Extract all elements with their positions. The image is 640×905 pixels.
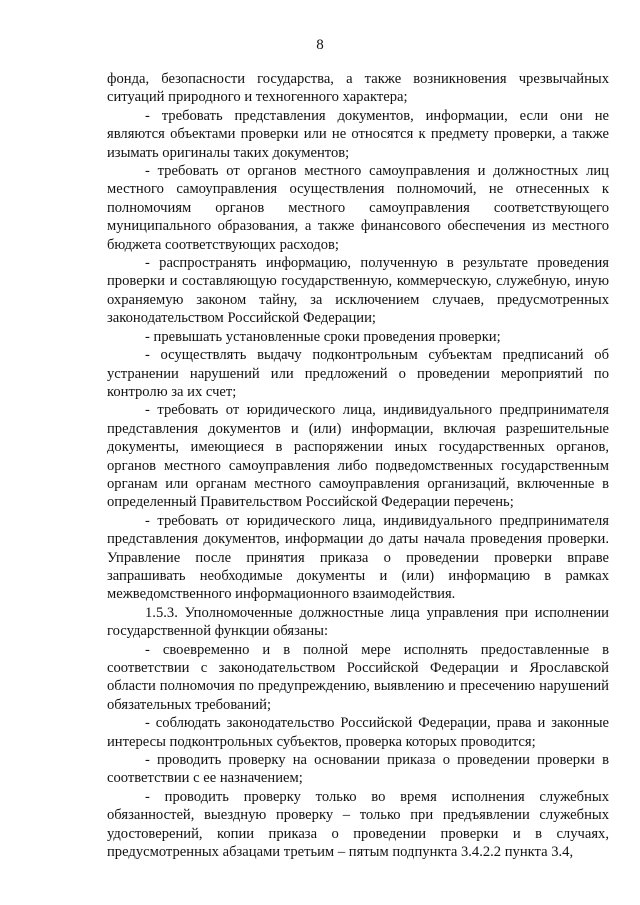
document-body <box>107 70 609 861</box>
section-paragraph: 1.5.3. Уполномоченные должностные лица управления при исполнении государственной функции обязаны: <box>107 604 609 640</box>
paragraph: фонда, безопасности государства, а также возникновения чрезвычайных ситуаций природного и техногенного характера; <box>107 71 609 106</box>
paragraph: - требовать от органов местного самоуправления и должностных лиц местного самоуправления осуществления полномочий, не отнесенных к полномочиям органов местного самоуправления соответствующего муниципального образования, а также финансового обеспечения из местного бюджета соответствующих расходов; <box>107 163 609 253</box>
paragraph: - требовать от юридического лица, индивидуального предпринимателя представления документов и (или) информации, включая разрешительные документы, имеющиеся в распоряжении иных государственных органов, органов местного самоуправления либо подведомственных государственным органам или органам местного самоуправления организаций, включенные в определенный Правительством Российской Федерации перечень; <box>107 402 609 511</box>
paragraph: - проводить проверку на основании приказа о проведении проверки в соответствии с ее назначением; <box>107 752 609 787</box>
paragraph: - требовать представления документов, информации, если они не являются объектами проверки или не относятся к предмету проверки, а также изымать оригиналы таких документов; <box>107 107 609 161</box>
paragraph: - соблюдать законодательство Российской Федерации, права и законные интересы подконтрольных субъектов, проверка которых проводится; <box>107 715 609 750</box>
paragraph: - осуществлять выдачу подконтрольным субъектам предписаний об устранении нарушений или предложений о проведении мероприятий по контролю за их счет; <box>107 347 609 400</box>
paragraph: - распространять информацию, полученную в результате проведения проверки и составляющую государственную, коммерческую, служебную, иную охраняемую законом тайну, за исключением случаев, предусмотренных законодательством Российской Федерации; <box>107 255 609 327</box>
paragraph: - своевременно и в полной мере исполнять предоставленные в соответствии с законодательством Российской Федерации и Ярославской области полномочия по предупреждению, выявлению и пресечению нарушений обязательных требований; <box>107 641 609 713</box>
paragraph: - требовать от юридического лица, индивидуального предпринимателя представления документов, информации до даты начала проведения проверки. Управление после принятия приказа о проведении проверки вправе запрашивать необходимые документы и (или) информацию в рамках межведомственного информационного взаимодействия. <box>107 512 609 603</box>
paragraph: - проводить проверку только во время исполнения служебных обязанностей, выездную проверку – только при предъявлении служебных удостоверений, копии приказа о проведении проверки и в случаях, предусмотренных абзацами третьим – пятым подпункта 3.4.2.2 пункта 3.4, <box>107 788 609 861</box>
paragraph: - превышать установленные сроки проведения проверки; <box>145 328 501 345</box>
page-number: 8 <box>316 37 324 53</box>
